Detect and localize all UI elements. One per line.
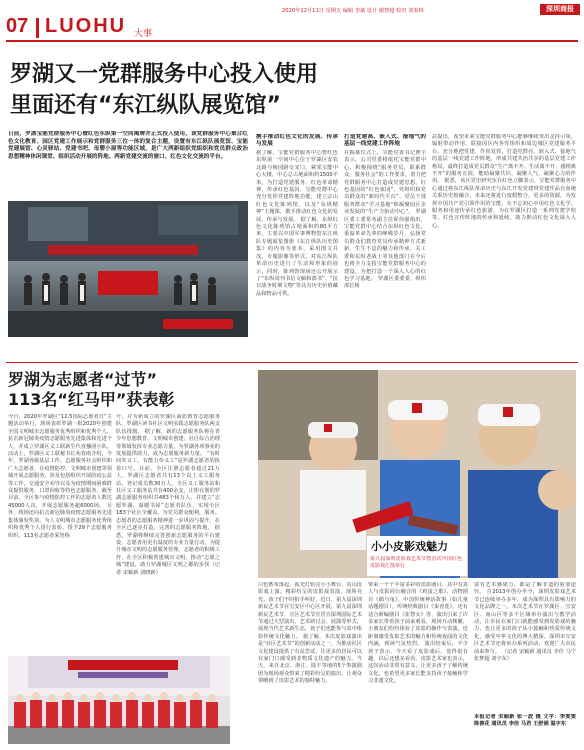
lead-intro: 日前，罗湖宝能党群服务中心暨红色东纵第一空间揭牌并正式投入使用，该党群服务中心集合红色文化教育、园区党建工作展示和党群服务三位一体的复合主题，设置有东江纵队展览馆、宝能党建展馆、心灵驿站、党建书吧、母婴小屋等功能区域，是广大两新组织党组织和党员群众政治思想精神休闲课堂、组织活动开展的阵地、两新党建交流的窗口、红色文化交流的平台。 <box>8 131 248 160</box>
shadow-play-box <box>367 536 467 576</box>
story2-col1: 今日，2020年罗湖区“12·5国际志愿者日”主题活动举行，现场表彰罗湖一批2020年创建全国文明城市志愿服务优秀组织和优秀个人，抗击新冠肺炎疫情志愿服务先进集体和先进个人，并成立罗湖区义工联新生代直播团小队。 活动上，罗湖区义工联秘书长苑春雨介绍，今年，罗湖各级基层工作，志愿服务社会组织和广大志愿者，在疫情防控、文明城市创建等领域开展志愿服务，涉及包括组织开展防疫公益等工作，交通安全劝导以及为疫情期间困难群众提供服务，口罩回收等特色志愿服务，截至目前，全区参与疫情防控工作的志愿者人数达45000人次，开展志愿服务超6000场。 另外，现场还向抗击新冠肺炎疫情志愿服务先进集体颁发奖项，为人文明城市志愿服务优秀组织和优秀个人进行表彰，授予29个志愿服务组织、113名志愿者荣誉称 <box>8 414 112 539</box>
masthead-logo: 深圳商报 <box>540 4 580 15</box>
volunteer-photo <box>8 656 230 744</box>
story3-col3: 富有艺术感染力，都是了解非遗的重要途径。 自2013年创办至今，深圳皮影戏艺术节已连续举办多年，成为深圳具有影响力的文化品牌之一。本次艺术节在罗湖区、宝安区、南山区等多个区域举办演出与教学活动，让市民在家门口就能感受到皮影戏的魅力，也让更多的孩子从小接触和热爱传统文化，感受中华文化的博大精深。深圳市宝安区艺术节还将举办系列活动，欢迎广大市民前来参与。 （记者 宋颖新 通讯员 李佳 马宁 张梦超 刘宇东） <box>474 582 576 663</box>
lead-col3-subhead: 打造党建高、嵌入式、接地气的基层一线党建工作阵地 <box>344 134 426 148</box>
section-name: LUOHU <box>45 15 127 37</box>
story3-byline: 本报记者 宋颖新 张一波 摄 文字：李雯雯 陈善花 通讯员 李佳 马君 王舒娟 温宇东 <box>474 714 576 728</box>
dateline: 2020年12月11日 星期五 编辑 李斌 设计 谢智超 校对 刘泰林 <box>282 8 424 14</box>
volunteer-group-scene <box>8 656 230 744</box>
lead-col2-subhead: 携手推动红色文化的发展、传承与发展 <box>256 134 338 148</box>
story3-col2: 带来一个个丰富多彩的皮影剧目，其中有真人与皮影同台融合的《鸡蛋之歌》、动物剧目《鹤与龟》、中国传统神话故事（如儿童话题剧目），传统经典剧目《秦香莲》，还有适合新编剧目《崔智女》等，演出引来了许多家长带着孩子前来观看，现场互动频繁，小朋友们纷纷体验了皮影的操作与表演，近距离感受皮影艺术的魅力和传统戏曲的文化内涵，现场气氛热烈。 演出结束后，不少孩子表示，今天看了皮影戏后，觉得很有趣，以后还想多看看。皮影艺术家也表示，这次活动非常有意义，让更多孩子了解传统文化，也希望更多家长能支持孩子接触和学习非遗文化。 <box>368 582 468 685</box>
lead-col3-body: 在揭幕仪式上，宝能党委书记曹宇表示，公司党委将依托宝能党群中心，积极围绕“服务党员，联系群众，服务社会”的工作要求，着力把党群服务中心打造成党建思想、红色基因的“红色家园”、党组织和党员群众的“新时代平台”、党员干部服务群众“学习基地”和凝聚园区企业发展的“生产力驱动中心”。 罗湖区委工委常务副主任霍伟强指出，宝能党群中心结合东纵红色文化，重温革命先辈的峥嵘岁月，弘扬党员群众们教育党员传承精神方式新新，生生不息的魅力和传承，关工委和东纵老战士等其他部门在今后也将全力支持宝能党群服务中心的建设，为把打造一个深入人心的红色学习基地。 罗湖区委委委，组织部长杨 <box>344 150 426 290</box>
lead-headline-2: 里面还有“东江纵队展览馆” <box>10 93 281 118</box>
story3-col1: 白色蓄布落起，孤光灯轨亮小小舞台，真山皮影戏上演，精彩纷呈的皮影戏表演，现场亮光，孩子们不时拍手叫好，近日，第九届深圳新民艺术节在宝安区中心区开展。第九届深圳新民艺术节，宣区艺术节宣晋宣深圳国际艺术节通过大型演出、艺术研讨会、展演等形式，展现当代艺术新生态，孩子们也能参与其中体验传统文化魅力。 据了解，本次皮影戏演出是“社区艺术节”的创新活动之一，为推动社区文化建设提供了有益尝试，让更多的居民可以在家门口感受到非物质文化遗产的魅力。当天，来自北京、浙江、陆丰等地的5个参演剧团为现场观众带来了精彩纷呈的演出，让观众领略到了皮影艺术的独特魅力。 <box>258 582 362 685</box>
ceremony-scene <box>8 201 248 337</box>
story2-col2: 号，并为新成立的罗湖区面防教育志愿服务队、罗湖区读书社区文明实践志愿服务队两支队伍授旗。 据了解，新的志愿服务队将在青少年思想教育、文明城市创建、社区综合治理等领域发挥专业志愿力量，为罗湖各项事业的发展提供助力，成为志愿服务新力量。 “有时间奉义工，有能力奉义工”是罗湖志愿者的执着口号。目前，全区注册志愿者超过21万人，罗湖区志愿者共有13个以上义工服务站，登记成员数30万人，全区义工服务站和社区义工服务站共有400余支，注册在册的罗湖志愿服务组织共483个和万人，并建立“志愿罗湖，温暖书屋”志愿者队伍，实现全区183个社区全覆盖，为党员群众便利，服务。志愿者的志愿服务精神进一步巩固与提升，在全区已逐步打造，完善的志愿服务阵地。 据悉，罗湖将继续完善创新志愿服务的平台建设，志愿者用更有温度的专业力量行动，为提升城市文明的志愿服务管理，志愿者的积极工作，在全区积极帮建城市文明，推动“志愿之城”建设，助力罗湖城区文明之都的步伐（记者 宋颖新 刘晓新） <box>116 414 220 576</box>
lead-headline-1: 罗湖又一党群服务中心投入使用 <box>10 62 319 87</box>
box-caption: 第九届深圳皮影戏艺术节暨首次中国红色皮影戏汇演举行 <box>370 556 462 569</box>
page-number: 07 <box>6 15 29 37</box>
section-cn: 大事 <box>134 29 153 39</box>
header-rule <box>6 40 578 42</box>
box-title: 小小皮影戏魅力 <box>371 540 448 553</box>
header-divider <box>36 18 39 38</box>
lead-col2-body: 据了解，宝能党群服务中心暨红色东纵第一空间中心位于罗湖区安农北路与梅园路交叉口，紧邻宝能中心大楼。中心总占地面积约1500平米，为打造党建服务、红色革命精神、传承红色基因，宝能党群中心充分发挥党建阵地功能，建立宗山红色文化陈列馆，以及“东纵精神”主题课，携手推动红色文化的发展、传承与发展。 据了解，东纵红色文化陈列馆占地面积约80平方米，主要以中国军事博物馆东江纵队专题展览图册《东江纵队历史图集》的内容为蓝本，采用图文并茂、专题影像等形式，对东江纵队革命历史进行了生动和形象的展示，同时，陈列馆现场还公开展示了“东纵周刊书信文稿和部书”、“抗日战争时期文物”等具有历史价值藏品和物品可供。 <box>256 150 338 297</box>
section-rule-1 <box>6 362 578 363</box>
story2-headline-1: 罗湖为志愿者“过节” <box>8 370 158 389</box>
lead-photo <box>8 201 248 337</box>
story2-headline-2: 113名“红马甲”获表彰 <box>8 390 175 409</box>
lead-col4-body: 武提出，希望未来宝能党群服务中心能够继续突出支持引领，辐射带动作用，联接园区内各党组织和周边城区党建服务平台，充分地把党建、作用发挥，打造党群亮、嵌入式、接地气的基层一线党建工作阵地，形成共建共治共享的基层党建工作格局，最终打造成党员群众“生产离不开、生活离不开、感情离不开”的服务宣园，能助凝聚共识、凝聚人气、凝聚心力的作用。 据悉，该区党史研究室在红色立脚表示，宝能党群服务中心通过将东江纵队革命历史与东江开发党建带党建作品有血统关系历史相融合，未来还将进行度假整合，更多的资源，为发挥中国共产党引领作用的宝能，在不忘初心中用红色文化学，服务和用途传承红色旅游，为在罗湖区打造一系列党建学校等、红色宣传阵地的传承和延续，助力推动红色文化深入人心。 <box>432 134 576 229</box>
